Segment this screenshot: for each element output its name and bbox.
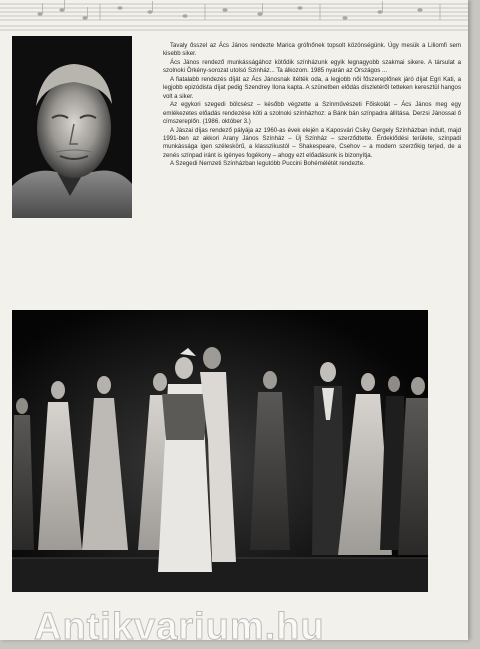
article-paragraph: A fiatalabb rendezés díját az Ács Jánosnak ítélték oda, a legjobb női főszereplőnek járó díjat Egri Kati, a legjobb epizódista díjat pedig Szendrey Ilona kapta. A szünetben elődás díszletéről tetteken keresztül hangos volt a siker. [163, 75, 461, 100]
portrait-photo [12, 36, 132, 218]
watermark: Antikvarium.hu [34, 606, 325, 648]
article-paragraph: A Szegedi Nemzeti Színházban legutóbb Puccini Bohémélétét rendezte. [170, 160, 365, 168]
article-paragraph: A Jászai díjas rendező pályája az 1960-as évek elején a Kaposvári Csiky Gergely Színházban indult, majd 1991-ben az akkori Arany János Színház – Új Színház – szerződtette. Érdeklődési területe, színpadi munkássága igen széleskörű, a klasszikustól – Shakespeare, Csehov – a modern szerzőkig terjed, de a zenés színpad iránt is igényes fogékony – ahogy ezt előadásunk is bizonyítja. [163, 126, 461, 159]
article-paragraph: Ács János rendező munkásságához kötődik színházunk egyik legnagyobb szakmai sikere. A társulat a szolnoki Örkény-sorozat utolsó Szinház... Ta álkozom. 1985 nyarán az Országos ... [163, 58, 461, 75]
music-staff-header [0, 0, 468, 40]
article-paragraph: Az egykori szegedi bölcsész – később végzette a Színművészeti Főiskolát – Ács János meg egy emlékezetes előadás rendezése köti a szolnoki színházhoz: a Bánk bán színpadra állítása. Derzsi Jánossal ő címszereplőn. (1986. október 3.) [163, 101, 461, 126]
article-text [163, 42, 461, 169]
article-paragraph: Tavaly ősszel az Ács János rendezte Marica grófnőnek topsolt közönségünk. Úgy mesük a Liliomfi sem kisebb siker. [163, 42, 461, 58]
stage-performance-photo [12, 310, 428, 592]
